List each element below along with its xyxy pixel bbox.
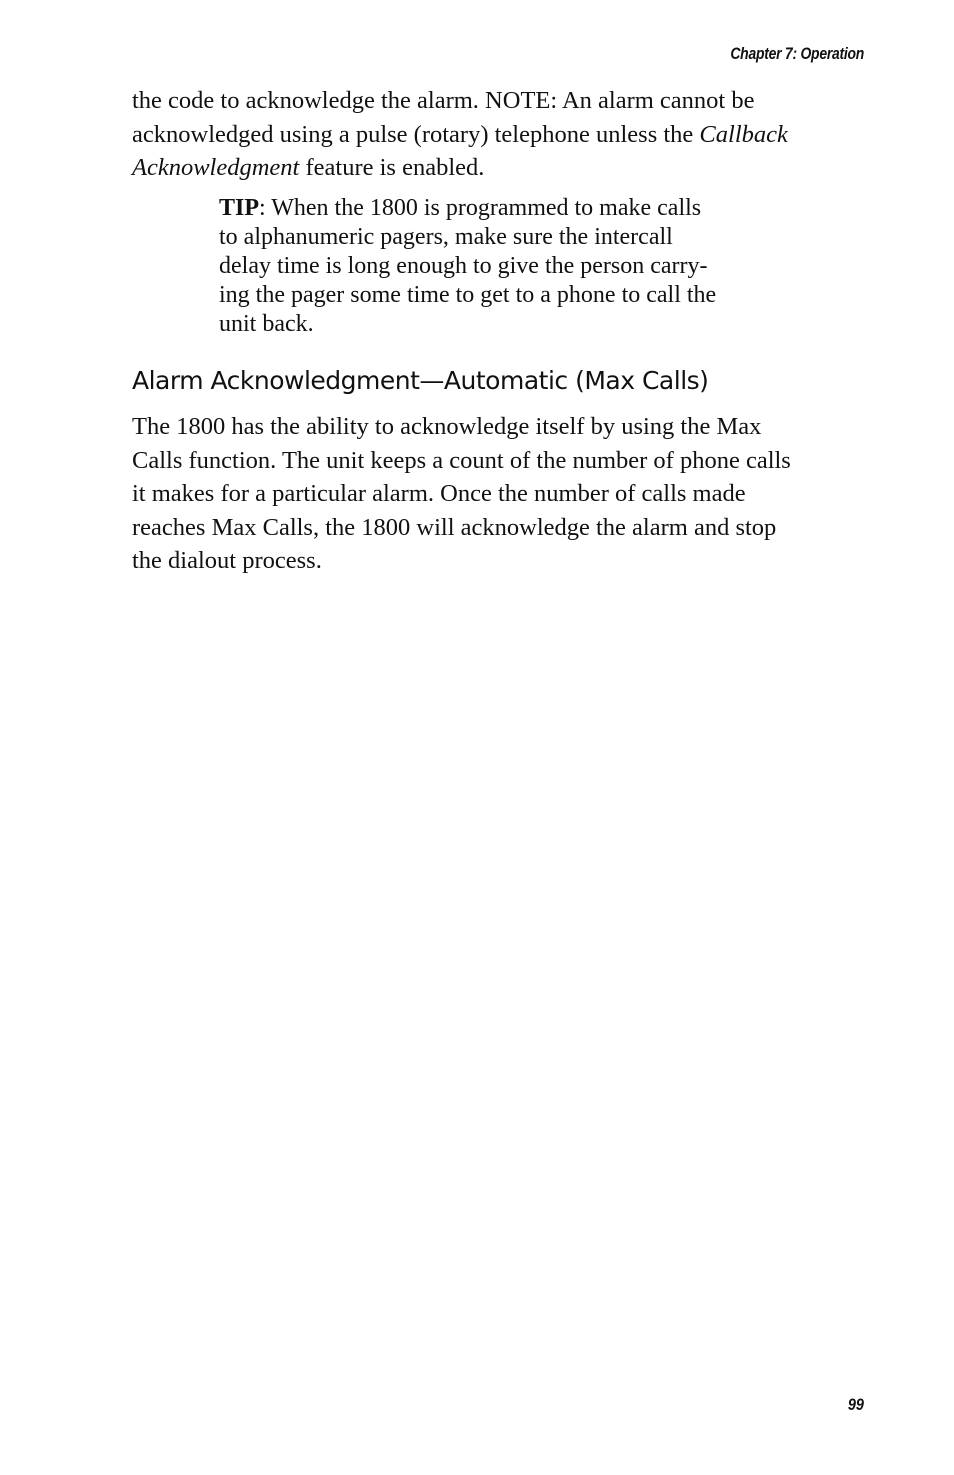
tip-line: ing the pager some time to get to a phone to call the xyxy=(219,282,717,308)
paragraph-line: The 1800 has the ability to acknowledge itself by using the Max xyxy=(132,413,762,440)
section-paragraph xyxy=(132,410,872,578)
paragraph-text: feature is enabled. xyxy=(299,154,485,182)
paragraph-line xyxy=(132,151,872,185)
running-head: Chapter 7: Operation xyxy=(730,44,864,63)
tip-line: unit back. xyxy=(219,311,314,337)
tip-note xyxy=(219,194,799,339)
paragraph-text: acknowledged using a pulse (rotary) telephone unless the xyxy=(132,120,700,148)
section-heading: Alarm Acknowledgment—Automatic (Max Calls) xyxy=(132,366,709,395)
tip-line: to alphanumeric pagers, make sure the intercall xyxy=(219,224,673,250)
paragraph-line: it makes for a particular alarm. Once the number of calls made xyxy=(132,480,746,508)
paragraph-line: the dialout process. xyxy=(132,547,322,575)
tip-line xyxy=(219,194,799,223)
tip-text: : When the 1800 is programmed to make calls xyxy=(259,195,702,221)
paragraph-line: Calls function. The unit keeps a count of the number of phone calls xyxy=(132,446,791,474)
paragraph-line: reaches Max Calls, the 1800 will acknowledge the alarm and stop xyxy=(132,513,777,541)
tip-label: TIP xyxy=(219,195,260,221)
page-number: 99 xyxy=(847,1395,864,1414)
feature-name-italic: Callback xyxy=(699,120,788,148)
feature-name-italic: Acknowledgment xyxy=(132,154,300,182)
tip-line: delay time is long enough to give the person carry- xyxy=(219,253,708,279)
paragraph-continued xyxy=(132,84,872,185)
paragraph-line xyxy=(132,118,872,152)
paragraph-line: the code to acknowledge the alarm. NOTE: An alarm cannot be xyxy=(132,87,755,114)
